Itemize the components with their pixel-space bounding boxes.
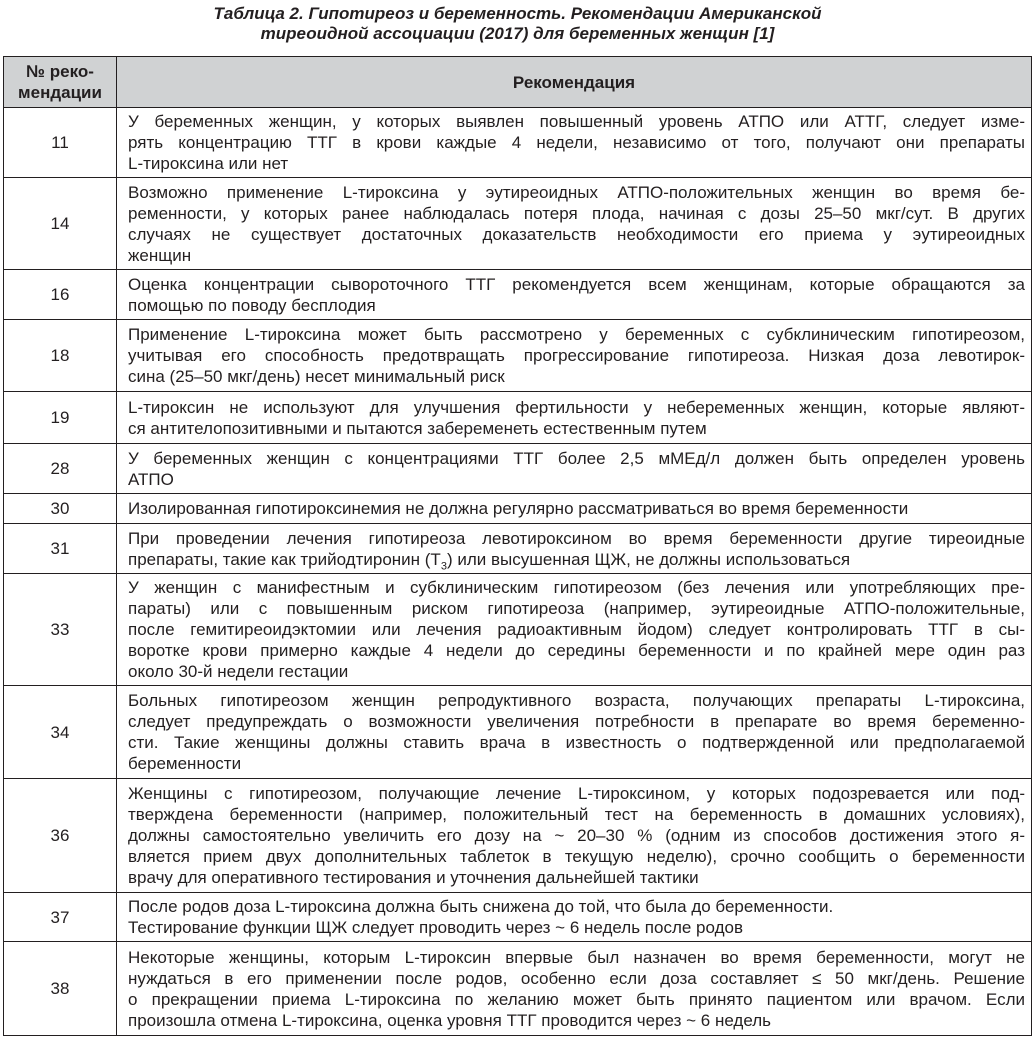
- text-line: случаях не существует достаточных доказательств необходимости его приема у эутиреоидных: [128, 224, 1025, 244]
- text-line: следует предупреждать о возможности увеличения потребности в препарате во время беременно-: [128, 712, 1025, 731]
- row-recommendation: [117, 893, 1032, 942]
- row-number: 37: [4, 893, 117, 942]
- text-line: воротке крови примерно каждые 4 недели до середины беременности и по крайней мере один раз: [128, 641, 1025, 660]
- text-line: L-тироксина или нет: [128, 154, 289, 173]
- text-line: врачу для оперативного тестирования и уточнения дальнейшей тактики: [128, 868, 699, 887]
- text-line: У беременных женщин, у которых выявлен повышенный уровень АТПО или АТТГ, следует изме-: [128, 112, 1025, 131]
- row-recommendation: [117, 574, 1032, 686]
- text-line: о прекращении приема L-тироксина по желанию может быть принято пациентом или врачом. Если: [128, 989, 1025, 1009]
- header-number: [4, 57, 117, 108]
- table-header-row: [4, 57, 1032, 108]
- text-line: около 30-й недели гестации: [128, 662, 349, 681]
- text-line: Тестирование функции ЩЖ следует проводить через ~ 6 недель после родов: [128, 918, 743, 937]
- row-number: 14: [4, 178, 117, 270]
- table-row: [4, 108, 1032, 178]
- text-line: После родов доза L-тироксина должна быть снижена до той, что была до беременности.: [128, 897, 834, 916]
- table-row: [4, 270, 1032, 320]
- table-row: [4, 392, 1032, 444]
- text-line: У женщин с манифестным и субклиническим гипотиреозом (без лечения или употребляющих пре-: [128, 578, 1025, 597]
- subscript: 3: [440, 559, 447, 572]
- text-line: женщин: [128, 245, 192, 265]
- text-line: Возможно применение L-тироксина у эутиреоидных АТПО-положительных женщин во время бе-: [128, 182, 1025, 202]
- text-line: Оценка концентрации сывороточного ТТГ рекомендуется всем женщинам, которые обращаются за: [128, 274, 1025, 294]
- text-line: ременности, у которых ранее наблюдалась потеря плода, начиная с дозы 25–50 мкг/сут. В других: [128, 203, 1025, 223]
- text-line: [128, 549, 1025, 570]
- table-row: [4, 574, 1032, 686]
- row-number: 36: [4, 779, 117, 893]
- text-line: произошла отмена L-тироксина, оценка уровня ТТГ проводится через ~ 6 недель: [128, 1010, 772, 1030]
- row-number: 38: [4, 942, 117, 1036]
- text-line: должны самостоятельно увеличить его дозу на ~ 20–30 % (одним из способов достижения этого я-: [128, 826, 1025, 845]
- text-line: вляется прием двух дополнительных таблеток в текущую неделю), срочно сообщить о беременности: [128, 847, 1025, 866]
- row-number: 16: [4, 270, 117, 320]
- text-line: сина (25–50 мкг/день) несет минимальный риск: [128, 367, 505, 386]
- row-recommendation: [117, 270, 1032, 320]
- text-line: Применение L-тироксина может быть рассмотрено у беременных с субклиническим гипотиреозом,: [128, 325, 1025, 344]
- text-line: ся антителопозитивными и пытаются забеременеть естественным путем: [128, 418, 707, 438]
- table-row: [4, 444, 1032, 494]
- text-line: АТПО: [128, 469, 174, 489]
- row-number: 31: [4, 524, 117, 574]
- table-row: [4, 942, 1032, 1036]
- row-recommendation: [117, 108, 1032, 178]
- text-line: после гемитиреоидэктомии или лечения радиоактивным йодом) следует контролировать ТТГ в сы-: [128, 620, 1025, 639]
- row-number: 30: [4, 494, 117, 524]
- caption-line-2: тиреоидной ассоциации (2017) для беременных женщин [1]: [260, 24, 775, 43]
- text-line: учитывая его способность предотвращать прогрессирование гипотиреоза. Низкая доза левотирок-: [128, 346, 1025, 365]
- row-recommendation: [117, 686, 1032, 779]
- row-recommendation: [117, 494, 1032, 524]
- header-recommendation: Рекомендация: [117, 57, 1032, 108]
- caption-line-1: Таблица 2. Гипотиреоз и беременность. Рекомендации Американской: [213, 4, 822, 23]
- row-number: 11: [4, 108, 117, 178]
- text-fragment: ) или высушенная ЩЖ, не должны использоваться: [446, 549, 851, 569]
- row-number: 28: [4, 444, 117, 494]
- row-recommendation: [117, 444, 1032, 494]
- header-number-line-2: мендации: [18, 83, 102, 102]
- row-recommendation: [117, 320, 1032, 392]
- table-row: [4, 524, 1032, 574]
- text-line: помощью по поводу бесплодия: [128, 295, 376, 315]
- text-line: Больных гипотиреозом женщин репродуктивного возраста, получающих препараты L-тироксина,: [128, 691, 1025, 710]
- row-number: 19: [4, 392, 117, 444]
- header-number-line-1: № реко-: [26, 62, 94, 81]
- table-row: [4, 320, 1032, 392]
- row-number: 33: [4, 574, 117, 686]
- recommendations-table: [3, 56, 1032, 1036]
- text-line: Некоторые женщины, которым L-тироксин впервые был назначен во время беременности, могут не: [128, 947, 1025, 967]
- row-recommendation: [117, 524, 1032, 574]
- row-recommendation: [117, 178, 1032, 270]
- text-line: параты) или с повышенным риском гипотиреоза (например, эутиреоидные АТПО-положительные,: [128, 599, 1025, 618]
- text-line: Женщины с гипотиреозом, получающие лечение L-тироксином, у которых подозревается или под-: [128, 784, 1025, 803]
- text-line: тверждена беременности (например, положительный тест на беременность в домашних условиях),: [128, 805, 1025, 824]
- text-line: У беременных женщин с концентрациями ТТГ более 2,5 мМЕд/л должен быть определен уровень: [128, 448, 1025, 468]
- text-line: нуждаться в его применении после родов, особенно если доза составляет ≤ 50 мкг/день. Решение: [128, 968, 1025, 988]
- text-line: При проведении лечения гипотиреоза левотироксином во время беременности другие тиреоидные: [128, 528, 1025, 548]
- row-number: 34: [4, 686, 117, 779]
- text-line: Изолированная гипотироксинемия не должна регулярно рассматриваться во время беременности: [128, 499, 909, 518]
- table-caption: [0, 0, 1035, 44]
- text-line: беременности: [128, 754, 242, 773]
- text-line: L-тироксин не используют для улучшения фертильности у небеременных женщин, которые являют-: [128, 397, 1025, 417]
- table-row: [4, 686, 1032, 779]
- row-recommendation: [117, 942, 1032, 1036]
- row-recommendation: [117, 779, 1032, 893]
- text-line: сти. Такие женщины должны ставить врача в известность о подтвержденной или предполагаемой: [128, 733, 1025, 752]
- table-row: [4, 494, 1032, 524]
- text-fragment: препараты, такие как трийодтиронин (T: [128, 549, 441, 569]
- table-row: [4, 779, 1032, 893]
- row-number: 18: [4, 320, 117, 392]
- table-row: [4, 178, 1032, 270]
- text-line: рять концентрацию ТТГ в крови каждые 4 недели, независимо от того, получают они препараты: [128, 133, 1025, 152]
- table-row: [4, 893, 1032, 942]
- row-recommendation: [117, 392, 1032, 444]
